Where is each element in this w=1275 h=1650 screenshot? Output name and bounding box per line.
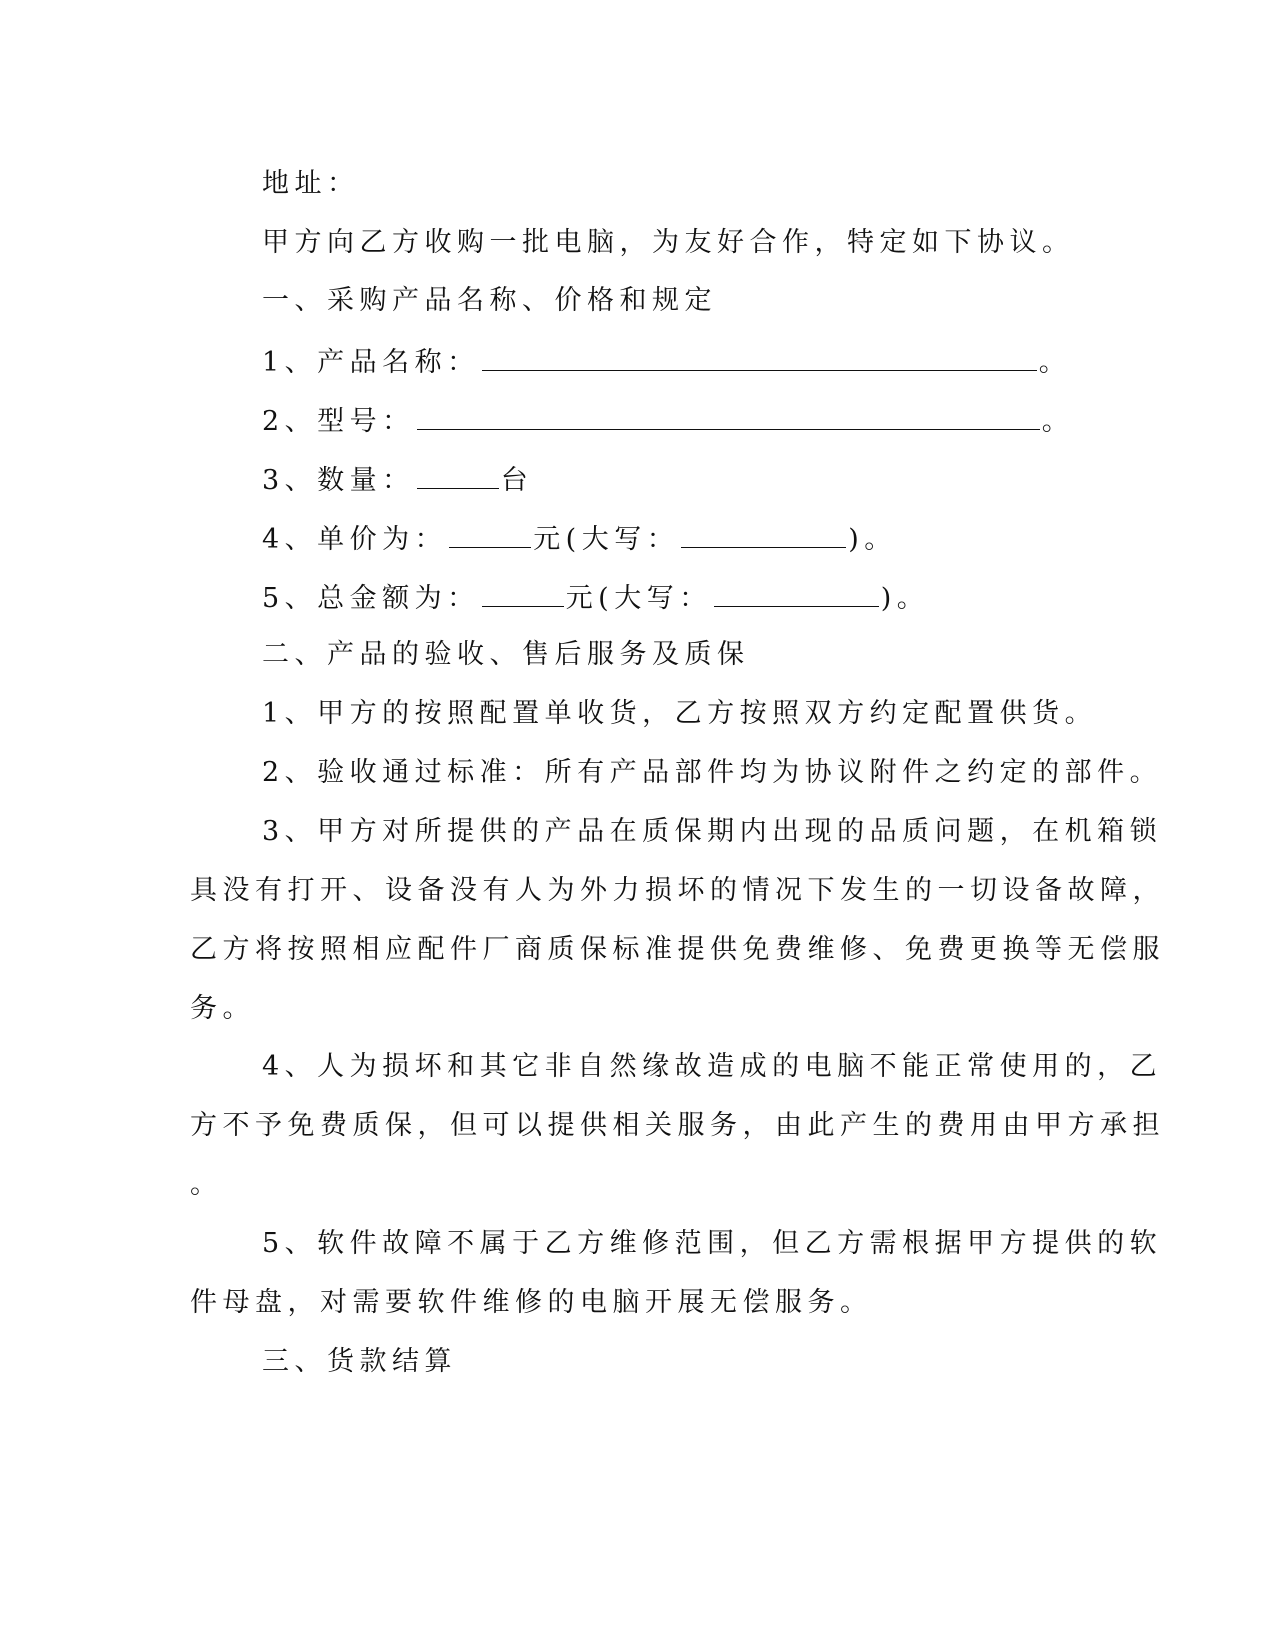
- fill-blank: [482, 578, 564, 607]
- fill-blank: [417, 401, 1040, 430]
- field-suffix: )。: [848, 524, 897, 555]
- field-suffix: )。: [880, 583, 930, 614]
- clause-2-3-line-2: 具没有打开、设备没有人为外力损坏的情况下发生的一切设备故障，: [190, 875, 1165, 906]
- section-heading-1: 一、采购产品名称、价格和规定: [262, 285, 717, 316]
- fill-blank: [714, 578, 879, 607]
- field-mid: 元(大写：: [565, 583, 712, 614]
- fill-blank: [417, 460, 499, 489]
- section-heading-2: 二、产品的验收、售后服务及质保: [262, 639, 750, 670]
- field-suffix: 台: [500, 465, 534, 496]
- field-suffix: 。: [1038, 347, 1072, 378]
- clause-2-4-line-3: 。: [190, 1169, 223, 1200]
- field-suffix: 。: [1041, 406, 1075, 437]
- clause-2-4-line-1: 4、人为损坏和其它非自然缘故造成的电脑不能正常使用的，乙: [262, 1051, 1163, 1082]
- clause-2-3-line-3: 乙方将按照相应配件厂商质保标准提供免费维修、免费更换等无偿服: [190, 934, 1165, 965]
- clause-2-3-line-4: 务。: [190, 993, 255, 1024]
- address-line: 地址：: [262, 168, 360, 199]
- fill-blank: [681, 519, 846, 548]
- field-label: 3、数量：: [262, 465, 415, 496]
- field-unit-price: [262, 519, 1142, 558]
- field-quantity: [262, 460, 1142, 499]
- field-label: 2、型号：: [262, 406, 415, 437]
- clause-2-5-line-2: 件母盘，对需要软件维修的电脑开展无偿服务。: [190, 1287, 873, 1318]
- field-mid: 元(大写：: [533, 524, 680, 555]
- field-model: [262, 401, 1142, 440]
- section-heading-3: 三、货款结算: [262, 1346, 457, 1377]
- intro-paragraph: 甲方向乙方收购一批电脑，为友好合作，特定如下协议。: [262, 227, 1075, 258]
- clause-2-5-line-1: 5、软件故障不属于乙方维修范围，但乙方需根据甲方提供的软: [262, 1228, 1163, 1259]
- field-label: 1、产品名称：: [262, 347, 480, 378]
- clause-2-1: 1、甲方的按照配置单收货，乙方按照双方约定配置供货。: [262, 698, 1098, 729]
- clause-2-3-line-1: 3、甲方对所提供的产品在质保期内出现的品质问题，在机箱锁: [262, 816, 1163, 847]
- field-label: 5、总金额为：: [262, 583, 480, 614]
- field-product-name: [262, 342, 1142, 381]
- field-total-amount: [262, 578, 1142, 617]
- clause-2-4-line-2: 方不予免费质保，但可以提供相关服务，由此产生的费用由甲方承担: [190, 1110, 1165, 1141]
- fill-blank: [482, 342, 1037, 371]
- field-label: 4、单价为：: [262, 524, 448, 555]
- fill-blank: [449, 519, 531, 548]
- clause-2-2: 2、验收通过标准：所有产品部件均为协议附件之约定的部件。: [262, 757, 1163, 788]
